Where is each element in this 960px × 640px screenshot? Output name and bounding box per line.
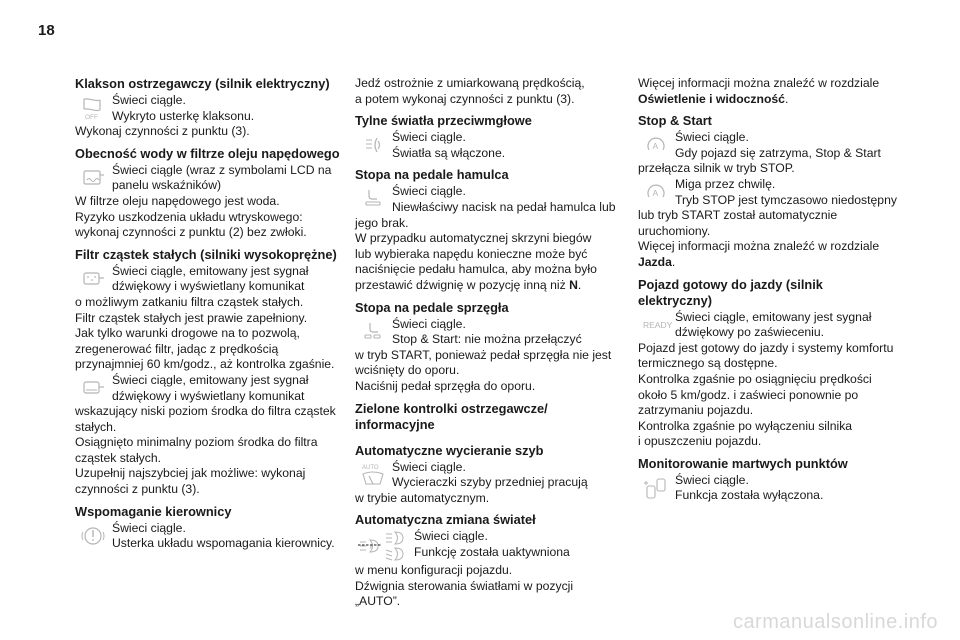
ready-icon xyxy=(638,310,674,340)
text-line: Ryzyko uszkodzenia układu wtryskowego: xyxy=(75,209,303,224)
text-line: Funkcję została uaktywniona xyxy=(414,544,570,559)
chapter-reference: Jazda xyxy=(638,254,672,269)
text-line: przynajmniej 60 km/godz., aż kontrolka zgaśnie. xyxy=(75,357,335,372)
text-line: Wykryto usterkę klaksonu. xyxy=(112,108,255,123)
text-line: a potem wykonaj czynności z punktu (3). xyxy=(355,91,575,106)
section-heading: Pojazd gotowy do jazdy (silnik elektryczny) xyxy=(638,276,823,308)
text-line: Więcej informacji można znaleźć w rozdziale xyxy=(638,76,880,90)
text-line: stałych. xyxy=(75,419,117,434)
intro-paragraph xyxy=(355,76,625,107)
watermark-text: carmanualsonline.info xyxy=(732,611,938,633)
text-line: Świeci ciągle. xyxy=(675,472,749,487)
svg-text:OFF: OFF xyxy=(85,114,98,121)
text-line: Świeci ciągle. xyxy=(675,130,749,145)
section-power-steering xyxy=(75,504,347,552)
text-fragment: . xyxy=(671,254,676,269)
text-line: o możliwym zatkaniu filtra cząstek stałych. xyxy=(75,294,304,309)
section-heading: Obecność wody w filtrze oleju napędowego xyxy=(75,145,340,161)
section-water-in-fuel xyxy=(75,146,347,241)
text-line: Funkcja została wyłączona. xyxy=(675,488,824,503)
text-line: Gdy pojazd się zatrzyma, Stop & Start xyxy=(675,145,881,160)
text-line: lub wybieraka napędu konieczne może być xyxy=(355,246,588,261)
text-line: przełącza silnik w tryb STOP. xyxy=(638,161,795,176)
section-heading: Klakson ostrzegawczy (silnik elektryczny) xyxy=(75,76,330,91)
column-left xyxy=(75,76,347,558)
text-line: W przypadku automatycznej skrzyni biegów xyxy=(355,231,592,246)
text-line: zregenerować filtr, jadąc z prędkością xyxy=(75,341,279,356)
text-line xyxy=(638,255,900,271)
section-rear-fog xyxy=(355,113,625,161)
chapter-reference: Oświetlenie i widoczność xyxy=(638,91,785,106)
text-fragment: przestawić dźwignię w pozycję inną niż xyxy=(355,277,570,292)
text-line: uruchomiony. xyxy=(638,223,711,238)
section-blind-spot xyxy=(638,456,900,504)
page-number: 18 xyxy=(38,22,55,39)
text-line: dźwiękowy i wyświetlany komunikat xyxy=(112,279,305,294)
text-line: naciśnięcie pedału hamulca, aby można było xyxy=(355,262,597,277)
text-line: Tryb STOP jest tymczasowo niedostępny xyxy=(675,192,897,207)
intro-paragraph xyxy=(638,76,900,107)
blind-spot-icon xyxy=(638,473,674,503)
text-line: Światła są włączone. xyxy=(392,145,506,160)
text-line: Świeci ciągle. xyxy=(112,520,186,535)
column-middle xyxy=(355,76,625,616)
text-line: czynności z punktu (3). xyxy=(75,482,200,497)
horn-off-icon xyxy=(75,93,111,123)
text-line: i opuszczeniu pojazdu. xyxy=(638,434,762,449)
svg-text:A: A xyxy=(652,141,659,152)
section-heading: Zielone kontrolki ostrzegawcze/ informacyjne xyxy=(355,400,548,432)
text-line: Wykonaj czynności z punktu (3). xyxy=(75,124,250,139)
text-line xyxy=(355,278,625,294)
text-line: Świeci ciągle. xyxy=(112,93,186,107)
section-heading: Filtr cząstek stałych (silniki wysokoprężne) xyxy=(75,246,337,262)
text-line: Pojazd jest gotowy do jazdy i systemy komfortu xyxy=(638,340,894,355)
section-auto-wipers xyxy=(355,443,625,507)
text-line: zatrzymaniu pojazdu. xyxy=(638,403,754,418)
text-line: dźwiękowy po zaświeceniu. xyxy=(675,325,825,340)
text-line: termicznego są dostępne. xyxy=(638,356,778,371)
section-green-lights xyxy=(355,401,625,433)
text-line: Świeci ciągle, emitowany jest sygnał xyxy=(112,263,309,278)
additive-level-icon xyxy=(75,373,111,403)
section-brake-pedal xyxy=(355,167,625,293)
rear-fog-light-icon xyxy=(355,130,391,160)
auto-high-beam-icon xyxy=(355,529,413,563)
text-line: jego brak. xyxy=(355,215,409,230)
text-fragment: . xyxy=(784,91,789,106)
text-line: Świeci ciągle, emitowany jest sygnał xyxy=(675,309,872,324)
section-stop-start xyxy=(638,113,900,270)
section-auto-headlamps xyxy=(355,512,625,610)
text-line: Filtr cząstek stałych jest prawie zapełniony. xyxy=(75,310,308,325)
text-fragment: . xyxy=(577,277,582,292)
section-horn-warning xyxy=(75,76,347,140)
text-line: „AUTO”. xyxy=(355,594,401,609)
text-line: lub tryb START został automatycznie xyxy=(638,208,838,223)
section-heading: Wspomaganie kierownicy xyxy=(75,503,232,519)
text-line: Osiągnięto minimalny poziom środka do filtra xyxy=(75,435,318,450)
text-line: Świeci ciągle (wraz z symbolami LCD na xyxy=(112,162,332,177)
text-line: wskazujący niski poziom środka do filtra cząstek xyxy=(75,404,336,419)
text-line: Świeci ciągle, emitowany jest sygnał xyxy=(112,372,309,387)
text-line: wciśnięty do oporu. xyxy=(355,363,460,378)
section-heading: Automatyczna zmiana świateł xyxy=(355,512,536,528)
text-line: W filtrze oleju napędowego jest woda. xyxy=(75,193,280,208)
foot-brake-icon xyxy=(355,184,391,214)
stop-start-icon xyxy=(638,130,674,160)
column-right xyxy=(638,76,900,510)
text-line: Miga przez chwilę. xyxy=(675,176,776,191)
text-line: Wycieraczki szyby przedniej pracują xyxy=(392,475,588,490)
text-line: Stop & Start: nie można przełączyć xyxy=(392,332,582,347)
section-heading: Stopa na pedale sprzęgła xyxy=(355,299,509,315)
text-line: Świeci ciągle. xyxy=(392,459,466,474)
text-line: około 5 km/godz. i zaświeci ponownie po xyxy=(638,387,859,402)
section-particle-filter xyxy=(75,247,347,498)
text-line: cząstek stałych. xyxy=(75,450,162,465)
section-clutch-pedal xyxy=(355,300,625,395)
text-line: Jedź ostrożnie z umiarkowaną prędkością, xyxy=(355,76,585,90)
ready-label: READY xyxy=(643,319,673,330)
stop-start-icon xyxy=(638,177,674,207)
text-line xyxy=(638,92,900,108)
text-line: dźwiękowy i wyświetlany komunikat xyxy=(112,388,305,403)
auto-wiper-label: AUTO xyxy=(362,464,379,471)
text-line: Niewłaściwy nacisk na pedał hamulca lub xyxy=(392,199,616,214)
text-line: Świeci ciągle. xyxy=(414,529,488,544)
text-line: panelu wskaźników) xyxy=(112,178,222,193)
foot-clutch-icon xyxy=(355,317,391,347)
text-line: Dźwignia sterowania światłami w pozycji xyxy=(355,578,574,593)
text-line: Świeci ciągle. xyxy=(392,184,466,199)
text-line: w tryb START, ponieważ pedał sprzęgła nie jest xyxy=(355,347,612,362)
text-line: Więcej informacji można znaleźć w rozdziale xyxy=(638,239,880,254)
auto-wiper-icon xyxy=(355,460,391,490)
text-line: Jak tylko warunki drogowe na to pozwolą, xyxy=(75,326,300,341)
text-line: Usterka układu wspomagania kierownicy. xyxy=(112,536,335,551)
text-line: Kontrolka zgaśnie po wyłączeniu silnika xyxy=(638,418,853,433)
water-in-fuel-icon xyxy=(75,163,111,193)
text-line: Naciśnij pedał sprzęgła do oporu. xyxy=(355,378,536,393)
particle-filter-icon xyxy=(75,264,111,294)
text-line: Świeci ciągle. xyxy=(392,316,466,331)
text-line: Kontrolka zgaśnie po osiągnięciu prędkości xyxy=(638,371,872,386)
text-line: Uzupełnij najszybciej jak możliwe: wykonaj xyxy=(75,466,306,481)
steering-wheel-icon xyxy=(75,521,111,551)
section-heading: Stop & Start xyxy=(638,113,712,129)
section-heading: Tylne światła przeciwmgłowe xyxy=(355,113,532,129)
section-ready xyxy=(638,277,900,450)
text-line: w trybie automatycznym. xyxy=(355,490,490,505)
text-line: w menu konfiguracji pojazdu. xyxy=(355,563,513,578)
text-line: Świeci ciągle. xyxy=(392,130,466,145)
gear-position-n: N xyxy=(569,277,578,292)
section-heading: Monitorowanie martwych punktów xyxy=(638,455,848,471)
text-line: wykonaj czynności z punktu (2) bez zwłoki. xyxy=(75,225,307,240)
section-heading: Stopa na pedale hamulca xyxy=(355,167,509,183)
svg-text:A: A xyxy=(369,545,373,552)
section-heading: Automatyczne wycieranie szyb xyxy=(355,442,544,458)
svg-text:A: A xyxy=(652,187,659,198)
